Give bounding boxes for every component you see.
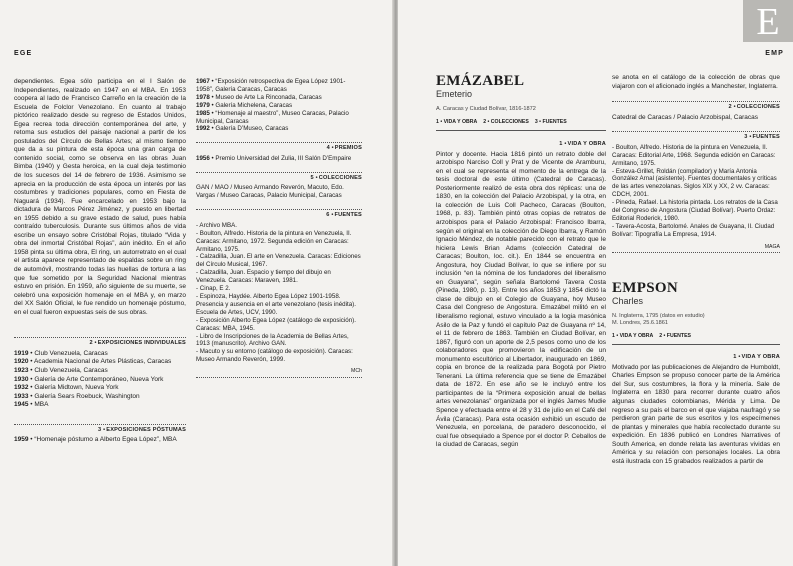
list-item: 1959 • “Homenaje póstumo a Alberto Egea López”, MBA: [14, 436, 177, 444]
link-colecciones[interactable]: 2 • COLECCIONES: [483, 119, 529, 125]
list-item: - Archivo MBA.: [196, 221, 237, 229]
right-column-1: [436, 74, 606, 450]
list-item: 1933 • Galería Sears Roebuck, Washington: [14, 392, 140, 400]
list-item: 1930 • Galería de Arte Contemporáneo, Nueva York: [14, 375, 164, 383]
section-header-premios: 4 •PREMIOS: [196, 142, 362, 152]
list-item: - Cinap, E 2.: [196, 285, 231, 293]
running-head-right: EMP: [765, 50, 784, 57]
list-item: - Calzadilla, Juan. El arte en Venezuela. Caracas: Ediciones del Círculo Musical, 1967.: [196, 253, 361, 269]
emazabel-bio-continued: se anota en el catálogo de la colección de obras que viajaron con el aficionado inglés a Manchester, Inglaterra.: [612, 74, 780, 90]
section-header-postumas: 3 •EXPOSICIONES PÓSTUMAS: [14, 424, 186, 434]
list-item: - Macuto y su entorno (catálogo de exposición). Caracas: Museo Armando Reverón, 1999.: [196, 348, 353, 364]
list-item: - Calzadilla, Juan. Espacio y tiempo del dibujo en Venezuela. Caracas: Maraven, 1981.: [196, 269, 331, 285]
list-item: 1992 • Galería D’Museo, Caracas: [196, 125, 289, 133]
section-header-colecciones-emazabel: 2 •COLECCIONES: [612, 101, 780, 111]
link-vida-obra[interactable]: 1 • VIDA Y OBRA: [436, 119, 478, 125]
emazabel-bio-paragraph: Pintor y docente. Hacia 1816 pintó un retrato doble del arzobispo Narciso Coll y Prat y de Vicente de Aramburu, en el cual se representa el momento de la entrega de la tesis doctoral de este último (Catedral de Caracas). Posteriormente realizó de esta obra dos réplicas: una de 1830, en la colección del Palacio Arzobispal, y la otra, en la colección de Luis Coll Pacheco, Caracas (Boulton, 1968, p. 83). También pintó otras copias de retratos de arzobispos para el Palacio Arzobispal: Francisco Ibarra, según el original en la colección de Diego Ibarra, y Ramón Ignacio Méndez, de notable parecido con el retrato que le hiciera Lewis Brian Adams (colección Catedral de Caracas; Boulton, loc. cit.). En 1844 se encuentra en Angostura, hoy Ciudad Bolívar, lo que se infiere por su inclusión “en la nómina de los fundadores del liberalismo en Guayana”, según señala Bartolomé Tavera Costa (Pineda, 1980, p. 13). Entre los años 1853 y 1854 dictó la clase de dibujo en el Colegio de Guayana, hoy Museo Casa del Congreso de Angostura. Emazábel militó en el liberalismo regional, estuvo vinculado a la logia masónica Asilo de la Paz y fundó el capítulo Paz de Guayana nº 14, el 11 de febrero de 1863. También en Ciudad Bolívar, en 1867, figuró con un aporte de 2,5 pesos como uno de los colaboradores que promovieron la edificación de un monumento escultórico al Libertador, inaugurado en 1869, copia en bronce de la realizada para Bogotá por Pietro Tenerani. La última referencia que se tiene de Emazábel data de 1872. En ese año se le incluyó entre los participantes de la “Primera exposición anual de bellas artes venezolanas” organizada por el inglés James Mudie Spence y efectuada entre el 28 y 31 de julio en el Café del Ávila (Caracas). Para esta ocasión exhibió un escudo de Venezuela, en porcelana, de paradero desconocido, el cual fue obsequiado a Spence por el doctor P. Ceballos de la ciudad de Caracas, según: [436, 150, 606, 449]
entry-title-empson: EMPSON: [612, 280, 678, 297]
entry-title-emazabel: EMÁZABEL: [436, 73, 525, 89]
colecciones-text-emazabel: Catedral de Caracas / Palacio Arzobispal, Caracas: [612, 113, 758, 121]
egea-bio-paragraph: dependientes. Egea sólo participa en el I Salón de Independientes, realizado en 1947 en el MBA. En 1953 coopera al lado de Francisco Carreño en la creación de la Escuela de Folclor Venezolano. En cuanto al trabajo pictórico realizado desde su regreso de Estados Unidos, Egea recrea toda dirección contemporánea del arte, y retoma sus estudios del paisaje nacional a partir de los postulados del Círculo de Bellas Artes; al mismo tiempo que da a su pintura de esta época una gran carga de contenido social, como se observa en las obras Juan Bimba (1940) y Gesta heroica, en la cual deja testimonio de los sucesos del 14 de febrero de 1936. Asimismo se aprecia en la producción de esta época un interés por las costumbres y tradiciones populares, como en Fiesta de Naguará (1934). Fue encarcelado en 1953 bajo la dictadura de Marcos Pérez Jiménez, y puesto en libertad en 1955 debido a su grave estado de salud, pues había contraído tuberculosis. Durante sus últimos años de vida escribe un ensayo sobre Cristóbal Rojas, titulado “Vida y obra del inmortal Cristóbal Rojas”, aún inédito. En el año 1958 pinta su última obra, El ring, un autorretrato en el cual el artista aparece representado de espaldas sobre un ring de automóvil, mostrando todas las huellas de tortura a las que fue sometido por la Seguridad Nacional mientras estuvo en prisión. En 1959, año siguiente de su muerte, se celebró una exposición homenaje en el MBA y, en marzo del XX Salón Oficial, le fue rendido un homenaje póstumo, en el cual fueron expuestas seis de sus obras.: [14, 78, 186, 316]
colecciones-text: GAN / MAO / Museo Armando Reverón, Macuto, Edo. Vargas / Museo Caracas, Palacio Municipal, Caracas: [196, 184, 344, 200]
section-header-vida-obra-empson: 1 •VIDA Y OBRA: [733, 354, 780, 361]
list-item: 1920 • Academia Nacional de Artes Plásticas, Caracas: [14, 358, 172, 366]
fuentes-list-emazabel: [612, 144, 780, 239]
section-header-individuales: 2 •EXPOSICIONES INDIVIDUALES: [14, 337, 186, 347]
individuales-list: [14, 350, 186, 410]
list-item: - Tavera-Acosta, Bartolomé. Anales de Guayana, II. Ciudad Bolívar: Tipografía La Empresa, 1914.: [612, 222, 775, 238]
list-item: - Exposición Alberto Egea López (catálogo de exposición). Caracas: MBA, 1945.: [196, 316, 356, 332]
list-item: - Boulton, Alfredo. Historia de la pintura en Venezuela, II. Caracas: Armitano, 1972. Segunda edición en Caracas: Armitano, 1975.: [196, 229, 352, 253]
list-item: 1945 • MBA: [14, 401, 49, 409]
link-fuentes-empson[interactable]: 2 • FUENTES: [659, 333, 692, 340]
list-item: - Boulton, Alfredo. Historia de la pintura en Venezuela, II. Caracas: Editorial Arte, 1968. Segunda edición en Caracas: Armitano, 1975.: [612, 143, 776, 167]
entry-birth: N. Inglaterra, 1795 (datos en estudio): [612, 313, 705, 320]
left-column-1: [14, 78, 186, 445]
empson-bio-paragraph: Motivado por las publicaciones de Alejandro de Humboldt, Charles Empson se propuso conocer parte de la América del Sur, sus costumbres, la flora y la minería. Sale de Inglaterra en 1830 para recorrer durante cuatro años algunas ciudades colombianas, Mérida y Lima. De regreso a su país el barco en el que viajaba naufragó y se perdieron gran parte de sus escritos y los especímenes de plantas y minerales que había recolectado durante su expedición. En 1836 publicó en Londres Narratives of South America, en donde relata las aventuras vividas en América y su relación con personajes locales. La obra está ilustrada con 15 grabados realizados a partir de: [612, 363, 780, 465]
entry-dates: A. Caracas y Ciudad Bolívar, 1816-1872: [436, 106, 536, 112]
right-column-2: [612, 74, 780, 466]
entry-given-name-empson: Charles: [612, 296, 644, 307]
entry-death: M. Londres, 25.6.1861: [612, 320, 668, 327]
divider: [612, 344, 780, 345]
section-header-colecciones: 5 •COLECCIONES: [196, 172, 362, 182]
list-item: 1956 • Premio Universidad del Zulia, III Salón D’Empaire: [196, 154, 352, 162]
author-signature-emazabel: MAGA: [612, 243, 780, 254]
list-item: - Espinoza, Haydée. Alberto Egea López 1901-1958. Presencia y ausencia en el arte venezolano (tesis inédita). Escuela de Artes, UCV, 1990.: [196, 293, 356, 316]
list-item: 1919 • Club Venezuela, Caracas: [14, 349, 108, 357]
list-item: 1979 • Galería Michelena, Caracas: [196, 101, 293, 109]
entry-given-name: Emeterio: [436, 89, 473, 99]
section-letter-tab: E: [743, 0, 793, 42]
link-fuentes[interactable]: 3 • FUENTES: [534, 119, 567, 125]
left-page: [0, 0, 395, 566]
fuentes-list: [196, 222, 362, 364]
author-signature: MCh: [196, 368, 362, 378]
divider: [436, 130, 606, 131]
entry-section-links: [436, 119, 606, 126]
list-item: 1932 • Galería Midtown, Nueva York: [14, 384, 119, 392]
section-header-vida-obra: 1 •VIDA Y OBRA: [559, 141, 606, 147]
list-item: - Esteva-Grillet, Roldán (compilador) y María Antonia González Arnal (asistente). Fuentes documentales y críticas de las artes venezolanas. Siglos XIX y XX, 2 vv. Caracas: CDCH, 2001.: [612, 167, 777, 199]
list-item: - Libro de Inscripciones de la Academia de Bellas Artes, 1913 (manuscrito). Archivo GAN.: [196, 332, 349, 348]
link-vida-obra-empson[interactable]: 1 • VIDA Y OBRA: [612, 333, 654, 340]
left-column-2: [196, 78, 362, 378]
section-header-fuentes-emazabel: 3 •FUENTES: [612, 131, 780, 141]
running-head-left: EGE: [14, 50, 33, 57]
entry-empson: [612, 281, 780, 466]
entry-section-links-empson: [612, 333, 780, 340]
right-page: [398, 0, 793, 566]
section-header-fuentes: 6 •FUENTES: [196, 209, 362, 219]
list-item: 1985 • “Homenaje al maestro”, Museo Caracas, Palacio Municipal, Caracas: [196, 109, 349, 125]
list-item: 1923 • Club Venezuela, Caracas: [14, 367, 108, 374]
list-item: - Pineda, Rafael. La historia pintada. Los retratos de la Casa del Congreso de Angostura (Ciudad Bolívar). Puerto Ordaz: Editorial Roderick, 1980.: [612, 199, 778, 222]
list-item: 1967 • “Exposición retrospectiva de Egea López 1901-1958”, Galería Caracas, Caracas: [196, 78, 346, 93]
list-item: 1978 • Museo de Arte La Rinconada, Caracas: [196, 93, 322, 101]
